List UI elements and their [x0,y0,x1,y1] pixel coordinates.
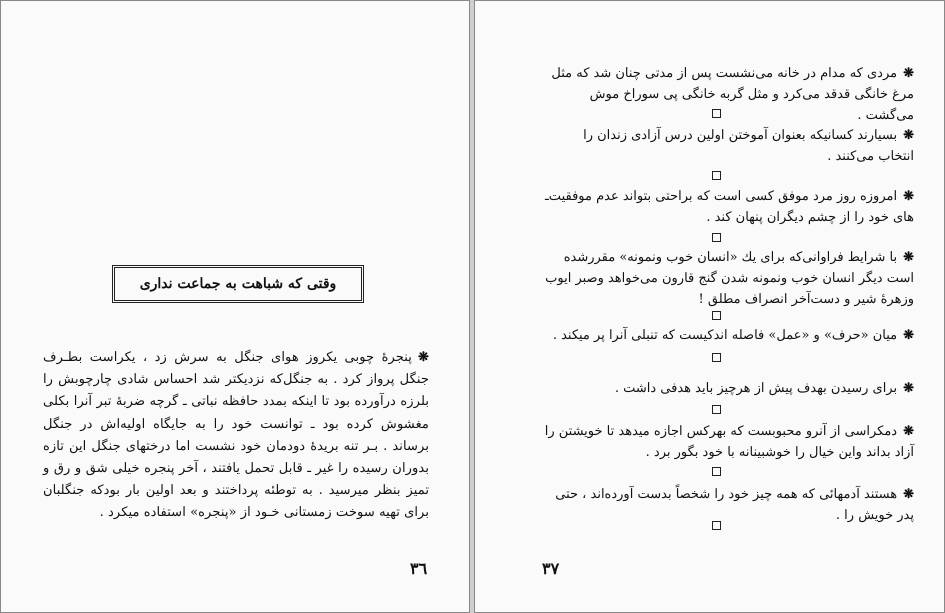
left-body-paragraph [43,347,429,525]
asterisk-bullet-icon: ❋ [903,328,914,343]
aphorism-text: دمکراسی از آنرو محبوبست که بهرکس اجازه میدهد تا خویشتن را آزاد بداند واین خیال را خوشبینانه با خود بگور برد . [544,424,914,460]
left-page [0,0,470,613]
asterisk-bullet-icon: ❋ [903,128,914,143]
aphorism-8 [544,484,914,526]
aphorism-2 [544,125,914,167]
aphorism-text: برای رسیدن بهدف پیش از هرچیز باید هدفی داشت . [614,381,898,396]
asterisk-bullet-icon: ❋ [417,350,429,365]
aphorism-1 [544,63,914,126]
square-separator-icon [712,405,721,414]
right-page [474,0,945,613]
aphorism-4 [544,247,914,310]
left-page-number: ۳٦ [410,559,428,578]
square-separator-icon [712,467,721,476]
aphorism-text: بسیارند کسانیکه بعنوان آموختن اولین درس آزادی زندان را انتخاب می‌کنند . [583,128,914,164]
square-separator-icon [712,171,721,180]
square-separator-icon [712,311,721,320]
aphorism-text: با شرایط فراوانی‌که برای یك «انسان خوب ونمونه» مقررشده است دیگر انسان خوب ونمونه شدن گنج قارون می‌خواهد وصبر ایوب وزهرهٔ شیر و دست‌آخر انصراف مطلق ! [545,250,914,307]
square-separator-icon [712,109,721,118]
left-body-text: پنجرهٔ چوبی یکروز هوای جنگل به سرش زد ، یکراست بطـرف جنگل پرواز کرد . به جنگل‌که نزدیکتر شد احساس شادی چارچوبش را بلرزه درآورده بود تا اینکه بمدد حافظه نباتی ـ گرچه ضربهٔ تبر آنرا بکلی مغشوش کرده بود ـ توانست خود را به جایگاه اولیه‌اش در جنگل برساند . بـر تنه بریدهٔ دودمان خود نشست اما درختهای جنگل این تازه بدوران رسیده را غیر ـ قابل تحمل یافتند ، آخر پنجره خیلی شق و رق و تمیز بنظر میرسید . به توطئه پرداختند و بعد اولین بار بودکه جنگلبان برای تهیه سوخت زمستانی خـود از «پنجره» استفاده میکرد . [43,350,429,521]
aphorism-text: میان «حرف» و «عمل» فاصله اندکیست که تنبلی آنرا پر میکند . [552,328,898,343]
square-separator-icon [712,233,721,242]
asterisk-bullet-icon: ❋ [903,66,914,81]
chapter-title-box [112,265,364,303]
aphorism-text: هستند آدمهائی که همه چیز خود را شخصاً بدست آورده‌اند ، حتی پدر خویش را . [555,487,914,523]
asterisk-bullet-icon: ❋ [903,424,914,439]
asterisk-bullet-icon: ❋ [903,487,914,502]
asterisk-bullet-icon: ❋ [903,189,914,204]
aphorism-text: مردی که مدام در خانه می‌نشست پس از مدتی چنان شد که مثل مرغ خانگی قدقد می‌کرد و مثل گربه خانگی پی سوراخ موش می‌گشت . [551,66,914,123]
asterisk-bullet-icon: ❋ [903,381,914,396]
asterisk-bullet-icon: ❋ [903,250,914,265]
aphorism-7 [544,421,914,463]
chapter-title: وقتی که شباهت به جماعت نداری [139,276,337,292]
square-separator-icon [712,521,721,530]
aphorism-5 [544,325,914,346]
aphorism-text: امروزه روز مرد موفق کسی است که براحتی بتواند عدم موفقیت‌ـ های خود را از چشم دیگران پنهان کند . [545,189,914,225]
aphorism-6 [544,378,914,399]
right-page-number: ۳۷ [542,559,560,578]
aphorism-3 [544,186,914,228]
square-separator-icon [712,353,721,362]
